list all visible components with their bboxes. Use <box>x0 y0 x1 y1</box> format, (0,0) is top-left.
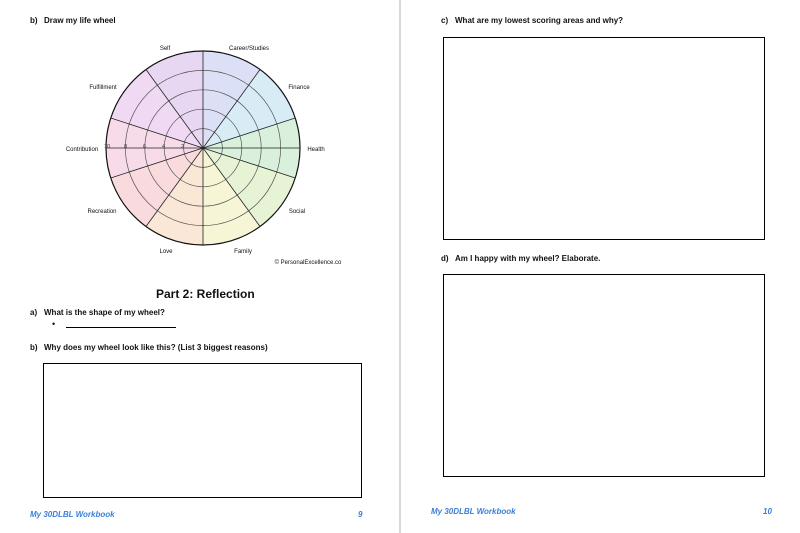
question-letter: b) <box>30 16 38 25</box>
question-b-draw-wheel <box>30 16 116 25</box>
scale-label-2: 2 <box>181 144 185 150</box>
scale-label-6: 6 <box>143 144 147 150</box>
scale-label-10: 10 <box>104 144 111 150</box>
question-text: What are my lowest scoring areas and why? <box>455 16 624 25</box>
footer-title: My 30DLBL Workbook <box>30 510 115 519</box>
wheel-label-health: Health <box>307 147 325 153</box>
footer-title: My 30DLBL Workbook <box>431 507 516 516</box>
wheel-label-family: Family <box>234 249 252 255</box>
left-page <box>0 0 399 533</box>
scale-label-4: 4 <box>162 144 166 150</box>
bullet-point: • <box>52 319 56 329</box>
wheel-label-social: Social <box>288 209 306 215</box>
answer-box-lowest[interactable] <box>443 37 765 240</box>
question-c-lowest <box>441 16 623 25</box>
page-number: 9 <box>358 510 363 519</box>
question-letter: a) <box>30 308 38 317</box>
wheel-label-contribution: Contribution <box>65 147 99 153</box>
question-a-shape <box>30 308 165 317</box>
question-letter: d) <box>441 254 449 263</box>
copyright-text: © PersonalExcellence.co <box>274 260 342 266</box>
wheel-label-self: Self <box>159 46 171 52</box>
answer-box-happy[interactable] <box>443 274 765 477</box>
wheel-label-recreation: Recreation <box>87 209 117 215</box>
question-letter: b) <box>30 343 38 352</box>
part-title: Part 2: Reflection <box>156 287 255 301</box>
right-page <box>401 0 800 533</box>
question-letter: c) <box>441 16 449 25</box>
life-wheel[interactable] <box>0 30 399 275</box>
question-d-happy <box>441 254 600 263</box>
wheel-label-fulfillment: Fulfillment <box>89 85 117 91</box>
question-text: Am I happy with my wheel? Elaborate. <box>455 254 601 263</box>
page-number: 10 <box>763 507 772 516</box>
question-b-why <box>30 343 268 352</box>
answer-box-why[interactable] <box>43 363 362 498</box>
scale-label-8: 8 <box>124 144 128 150</box>
question-text: Why does my wheel look like this? (List 3 biggest reasons) <box>44 343 268 352</box>
answer-line[interactable] <box>66 327 176 328</box>
question-text: Draw my life wheel <box>44 16 116 25</box>
wheel-label-love: Love <box>159 249 173 255</box>
question-text: What is the shape of my wheel? <box>44 308 165 317</box>
wheel-label-finance: Finance <box>288 85 310 91</box>
wheel-label-career: Career/Studies <box>228 46 270 52</box>
